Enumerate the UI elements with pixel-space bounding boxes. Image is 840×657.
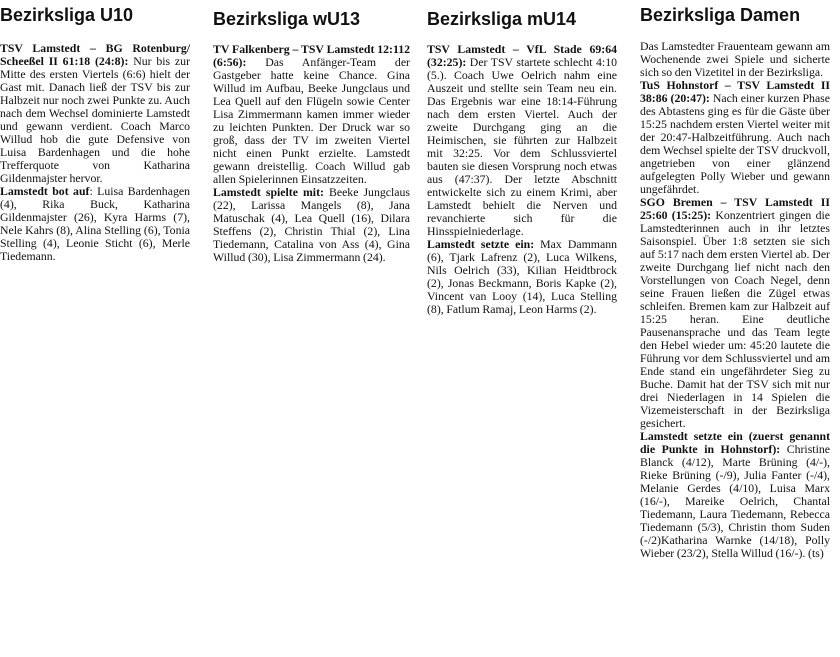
paragraph-text: Das Lamstedter Frauenteam gewann am Wochenende zwei Spiele und sicherte sich so den Vizetitel in der Bezirksliga. [640, 39, 830, 79]
report-paragraph [213, 43, 410, 186]
column-heading: Bezirksliga Damen [640, 5, 801, 25]
paragraph-text: Nach einer kurzen Phase des Abtastens ging es für die Gäste über 15:25 nachdem ersten Viertel weiter mit der 20:47-Halbzeitführung. Auch nach dem Wechsel spielte der TSV druckvoll, angetrieben von einer glänzend aufgelegten Polly Wieber und gewann ungefährdet. [640, 91, 831, 196]
paragraph-text: Konzentriert gingen die Lamstedterinnen auch in ihr letztes Saisonspiel. Über 1:8 setzten sie sich auf 5:17 nach dem ersten Viertel ab. Der zweite Durchgang lief nicht nach den Vorstellungen von Coach Negel, denn seine Frauen ließen die Zügel etwas schleifen. Bremen kam zur Halbzeit auf 15:25 heran. Eine deutliche Pausenansprache und das Team legte den Hebel wieder um: 45:20 lautete die Führung vor dem Schlussviertel und am Ende stand ein ungefährdeter Sieg zu Buche. Damit hat der TSV sich mit nur drei Niederlagen in 14 Spielen die Vizemeisterschaft in der Bezirksliga gesichert. [640, 208, 830, 430]
report-paragraph [640, 79, 830, 196]
paragraph-lead: TV Falkenberg – TSV Lamstedt 12:112 (6:56): [213, 42, 410, 69]
column-body [213, 43, 410, 264]
paragraph-text: Max Dammann (6), Tjark Lafrenz (2), Luca Wilkens, Nils Oelrich (33), Kilian Heidtbrock (2), Jonas Beckmann, Boris Kapke (2), Vincent van Looy (14), Luca Stelling (8), Fatlum Ramaj, Leon Harms (2). [427, 237, 618, 316]
intro-paragraph [640, 40, 830, 79]
paragraph-lead: Lamstedt setzte ein (zuerst genannt die Punkte in Hohnstorf): [640, 429, 830, 456]
paragraph-lead: TuS Hohnstorf – TSV Lamstedt II 38:86 (20:47): [640, 78, 830, 105]
paragraph-lead: Lamstedt spielte mit: [213, 185, 324, 199]
lineup-paragraph [427, 238, 617, 316]
column-heading: Bezirksliga mU14 [427, 9, 577, 29]
lineup-paragraph [0, 185, 190, 263]
paragraph-lead: SGO Bremen – TSV Lamstedt II 25:60 (15:25): [640, 195, 830, 222]
paragraph-text: Christine Blanck (4/12), Marte Brüning (4/-), Rieke Brüning (-/9), Julia Fanter (-/4), Melanie Gerdes (4/10), Luisa Marx (16/-), Mareike Oelrich, Chantal Tiedemann, Laura Tiedemann, Rebecca Tiedemann (5/3), Christin thom Suden (-/2)Katharina Warnke (14/18), Polly Wieber (23/2), Stella Willud (16/-). (ts) [640, 442, 830, 560]
column-body [427, 43, 617, 316]
paragraph-text: Nur bis zur Mitte des ersten Viertels (6:6) hielt der Gast mit. Danach ließ der TSV bis zur Halbzeit nur noch zwei Punkte zu. Auch nach dem Wechsel dominierte Lamstedt und gewann verdient. Coach Marco Willud hob die gute Defensive von Luisa Bardenhagen und die hohe Trefferquote von Katharina Gildenmajster hervor. [0, 54, 190, 185]
paragraph-lead: TSV Lamstedt – BG Rotenburg/ Scheeßel II 61:18 (24:8): [0, 41, 190, 68]
paragraph-lead: Lamstedt setzte ein: [427, 237, 535, 251]
column-body [0, 42, 190, 263]
column-heading: Bezirksliga U10 [0, 5, 134, 25]
report-paragraph [0, 42, 190, 185]
paragraph-text: Beeke Jungclaus (22), Larissa Mangels (8), Jana Matuschak (4), Lea Quell (16), Dilara Steffens (2), Christin Thial (2), Lina Tiedemann, Catalina von Ass (4), Gina Willud (30), Lisa Zimmermann (24). [213, 185, 410, 264]
lineup-paragraph [213, 186, 410, 264]
report-paragraph [640, 196, 830, 430]
paragraph-lead: TSV Lamstedt – VfL Stade 69:64 (32:25): [427, 42, 617, 69]
column-body [640, 40, 830, 560]
paragraph-text: Der TSV startete schlecht 4:10 (5.). Coach Uwe Oelrich nahm eine Auszeit und stellte sein Team neu ein. Das Ergebnis war eine 18:14-Führung nach dem ersten Viertel. Auch der zweite Durchgang ging an die Heimischen, sie führten zur Halbzeit mit 32:25. Vor dem Schlussviertel bauten sie diesen Vorsprung noch etwas aus (47:37). Der letzte Abschnitt entwickelte sich zu einem Krimi, aber Lamstedt behielt die Nerven und revanchierte sich für die Hinsspielniederlage. [427, 55, 617, 238]
paragraph-lead: Lamstedt bot auf [0, 184, 90, 198]
column-mu14 [427, 4, 617, 316]
report-paragraph [427, 43, 617, 238]
column-wu13 [213, 4, 410, 264]
column-u10 [0, 4, 190, 263]
lineup-paragraph [640, 430, 830, 560]
column-damen [640, 4, 830, 560]
paragraph-text: : Luisa Bardenhagen (4), Rika Buck, Katharina Gildenmajster (26), Kyra Harms (7), Nele Kahrs (8), Alina Stelling (6), Tonia Stelling (4), Leonie Sticht (6), Merle Tiedemann. [0, 184, 190, 263]
paragraph-text: Das Anfänger-Team der Gastgeber hatte keine Chance. Gina Willud im Aufbau, Beeke Jungclaus und Lea Quell auf den Flügeln sowie Center Lisa Zimmermann kamen immer wieder zu leichten Punkten. Der Druck war so groß, dass der TV im zweiten Viertel nicht einen Punkt erzielte. Lamstedt gewann dreistellig. Coach Willud gab allen Spielerinnen Einsatzzeiten. [213, 55, 410, 186]
column-heading: Bezirksliga wU13 [213, 9, 361, 29]
